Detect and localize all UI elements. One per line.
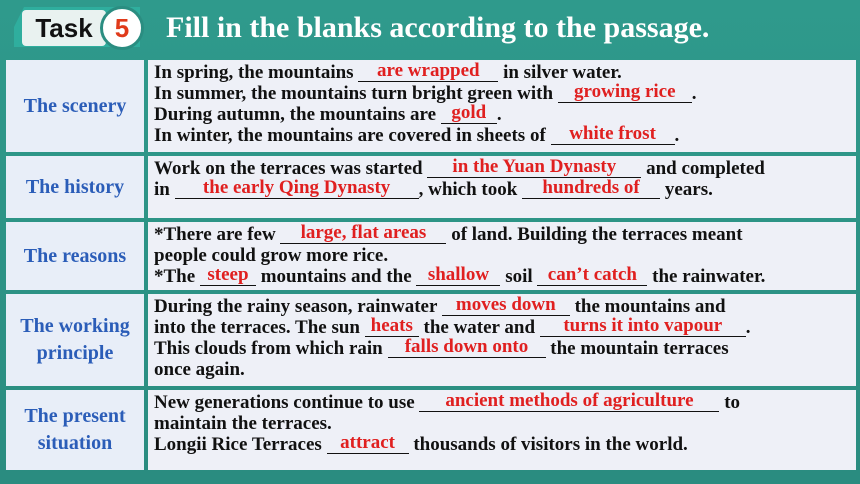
answer-text: are wrapped	[377, 60, 480, 81]
exercise-table	[6, 60, 856, 470]
answer-blank[interactable]	[416, 264, 500, 286]
answer-blank[interactable]	[200, 264, 256, 286]
sentence-text: to	[719, 392, 741, 413]
answer-blank[interactable]	[175, 177, 419, 199]
sentence-text: into the terraces. The sun	[154, 317, 365, 338]
table-row-reasons	[6, 222, 856, 290]
answer-text: ancient methods of agriculture	[445, 390, 694, 411]
sentence-text: thousands of visitors in the world.	[408, 434, 688, 455]
sentence	[154, 392, 850, 413]
task-number-badge: 5	[100, 6, 144, 50]
sentence	[154, 359, 850, 380]
sentence-text: maintain the terraces.	[154, 413, 332, 434]
header	[0, 0, 860, 56]
sentence	[154, 266, 850, 287]
sentence-text: .	[674, 125, 680, 146]
table-row-working-principle	[6, 294, 856, 386]
sentence	[154, 104, 850, 125]
answer-blank[interactable]	[522, 177, 660, 199]
sentence	[154, 83, 850, 104]
page-title: Fill in the blanks according to the passage.	[166, 11, 710, 44]
sentence-text: the mountains and	[569, 296, 726, 317]
answer-blank[interactable]	[365, 315, 419, 337]
sentence	[154, 125, 850, 146]
answer-blank[interactable]	[280, 222, 446, 244]
answer-text: growing rice	[574, 81, 676, 102]
sentence-text: and completed	[641, 158, 765, 179]
answer-blank[interactable]	[427, 156, 641, 178]
sentence-text: the water and	[418, 317, 540, 338]
row-label: The scenery	[6, 60, 144, 152]
task-label: Task	[22, 10, 106, 46]
answer-text: white frost	[569, 123, 656, 144]
answer-text: attract	[340, 432, 395, 453]
sentence-text: New generations continue to use	[154, 392, 420, 413]
sentence-text: During autumn, the mountains are	[154, 104, 441, 125]
sentence	[154, 245, 850, 266]
row-content	[148, 60, 856, 152]
sentence-text: , which took	[418, 179, 523, 200]
table-row-present-situation	[6, 390, 856, 470]
answer-text: turns it into vapour	[563, 315, 723, 336]
answer-text: steep	[207, 264, 249, 285]
answer-blank[interactable]	[388, 336, 546, 358]
sentence-text: once again.	[154, 359, 245, 380]
sentence-text: In summer, the mountains turn bright green with	[154, 83, 558, 104]
answer-text: the early Qing Dynasty	[202, 177, 391, 198]
sentence	[154, 338, 850, 359]
sentence-text: .	[691, 83, 697, 104]
sentence-text: people could grow more rice.	[154, 245, 389, 266]
sentence-text: in	[154, 179, 175, 200]
answer-blank[interactable]	[558, 81, 692, 103]
answer-blank[interactable]	[419, 390, 719, 412]
answer-text: can’t catch	[547, 264, 637, 285]
sentence-text: years.	[660, 179, 713, 200]
row-content	[148, 294, 856, 386]
sentence-text: of land. Building the terraces meant	[446, 224, 743, 245]
sentence-text: In winter, the mountains are covered in sheets of	[154, 125, 551, 146]
answer-text: gold	[451, 102, 487, 123]
sentence	[154, 62, 850, 83]
answer-text: moves down	[455, 294, 556, 315]
row-label: The history	[6, 156, 144, 218]
answer-blank[interactable]	[537, 264, 647, 286]
sentence	[154, 224, 850, 245]
sentence	[154, 413, 850, 434]
answer-text: in the Yuan Dynasty	[452, 156, 617, 177]
sentence	[154, 179, 850, 200]
sentence-text: *The	[154, 266, 200, 287]
sentence-text: In spring, the mountains	[154, 62, 359, 83]
answer-text: large, flat areas	[300, 222, 427, 243]
answer-blank[interactable]	[442, 294, 570, 316]
row-content	[148, 222, 856, 290]
sentence-text: Longii Rice Terraces	[154, 434, 327, 455]
sentence	[154, 158, 850, 179]
answer-text: heats	[370, 315, 413, 336]
sentence-text: in silver water.	[498, 62, 622, 83]
answer-blank[interactable]	[540, 315, 746, 337]
sentence-text: the mountain terraces	[545, 338, 729, 359]
answer-blank[interactable]	[327, 432, 409, 454]
sentence-text: soil	[500, 266, 538, 287]
sentence-text: Work on the terraces was started	[154, 158, 428, 179]
sentence-text: mountains and the	[255, 266, 417, 287]
row-content	[148, 156, 856, 218]
sentence-text: This clouds from which rain	[154, 338, 388, 359]
table-row-scenery	[6, 60, 856, 152]
sentence	[154, 434, 850, 455]
sentence-text: During the rainy season, rainwater	[154, 296, 442, 317]
answer-blank[interactable]	[358, 60, 498, 82]
row-label: The reasons	[6, 222, 144, 290]
answer-text: falls down onto	[404, 336, 529, 357]
answer-text: shallow	[427, 264, 490, 285]
row-label: The present situation	[6, 390, 144, 470]
row-label: The working principle	[6, 294, 144, 386]
sentence-text: *There are few	[154, 224, 281, 245]
answer-text: hundreds of	[542, 177, 640, 198]
sentence-text: .	[745, 317, 751, 338]
row-content	[148, 390, 856, 470]
table-row-history	[6, 156, 856, 218]
sentence	[154, 296, 850, 317]
sentence-text: the rainwater.	[647, 266, 766, 287]
sentence-text: .	[496, 104, 502, 125]
sentence	[154, 317, 850, 338]
answer-blank[interactable]	[441, 102, 497, 124]
answer-blank[interactable]	[551, 123, 675, 145]
